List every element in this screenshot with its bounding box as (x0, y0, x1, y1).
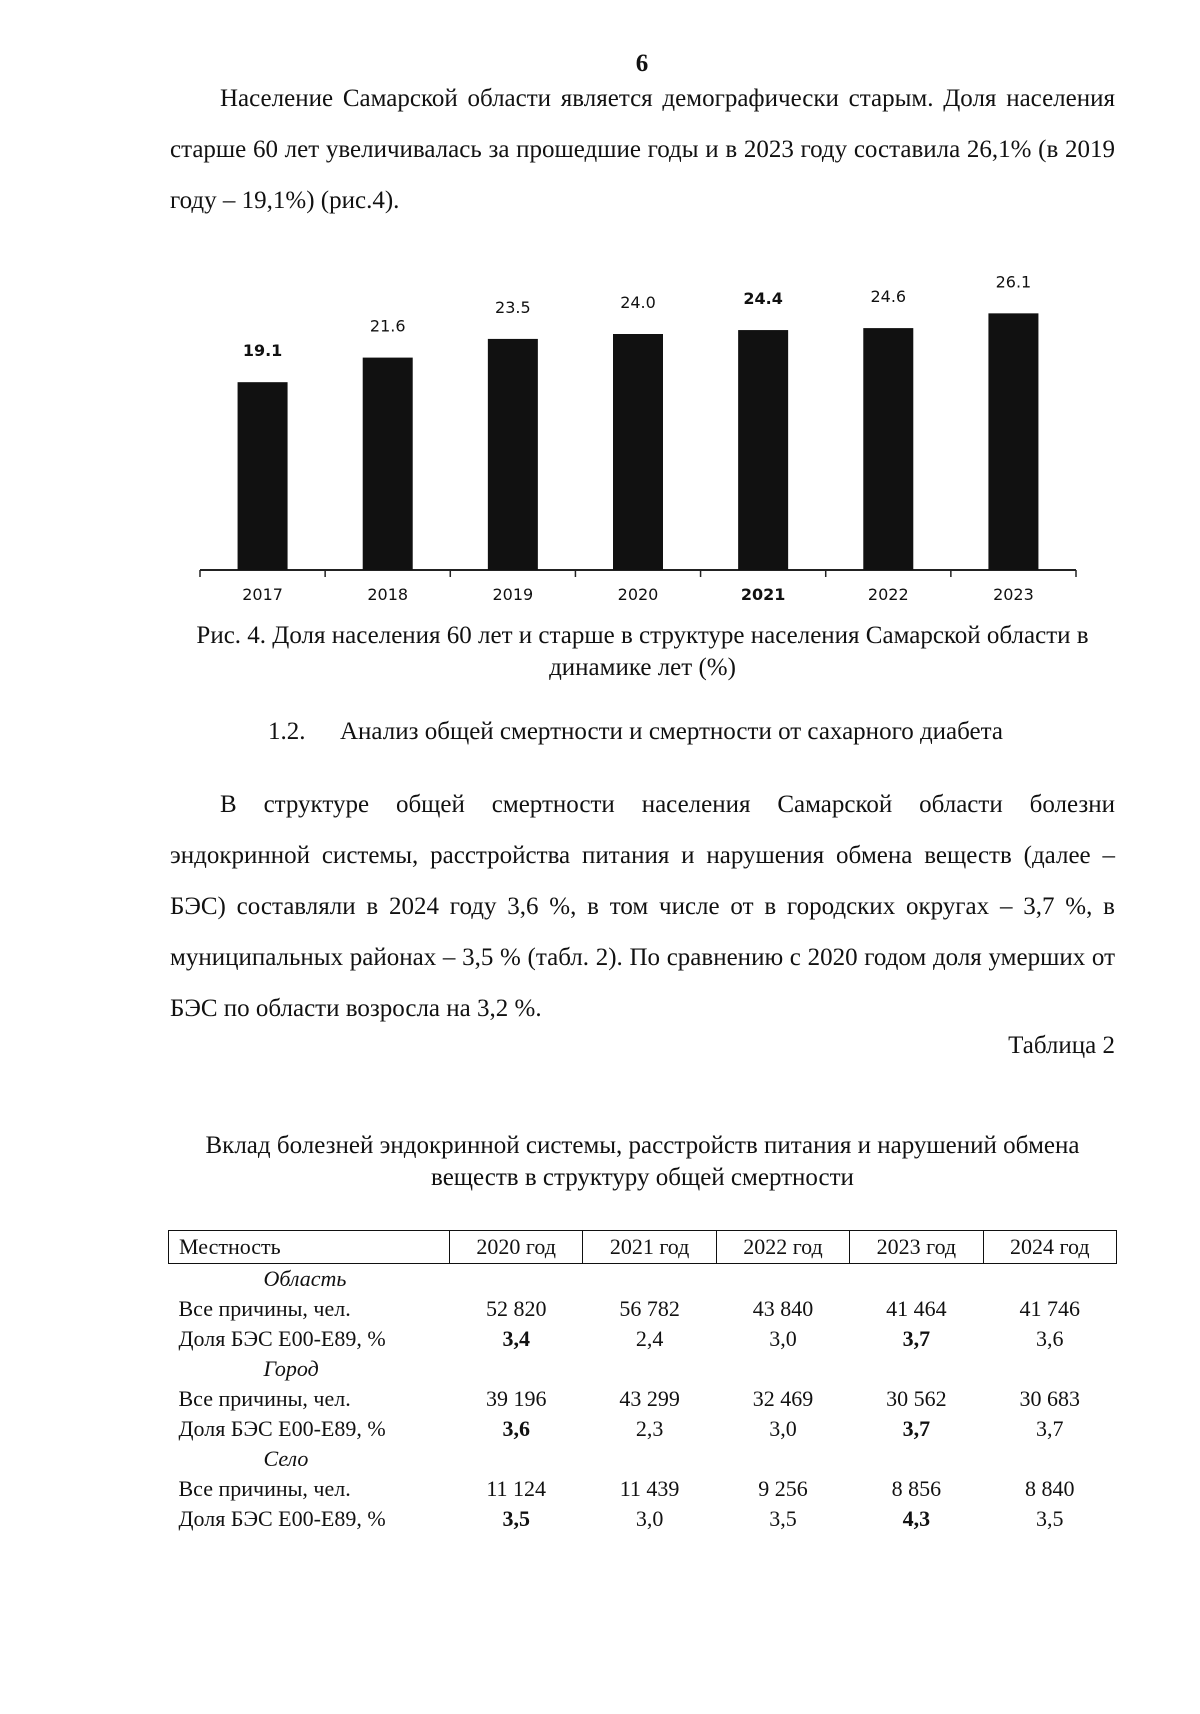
table-row (169, 1384, 1117, 1414)
table-cell: 3,7 (902, 1326, 931, 1351)
table-header-row (169, 1231, 1117, 1264)
mortality-paragraph: В структуре общей смертности населения Самарской области болезни эндокринной системы, расстройства питания и нарушения обмена веществ (далее – БЭС) составляли в 2024 году 3,6 %, в том числе от в городских округах – 3,7 %, в муниципальных районах – 3,5 % (табл. 2). По сравнению с 2020 годом доля умерших от БЭС по области возросла на 3,2 %. (170, 791, 1115, 1022)
table-cell: 3,4 (502, 1326, 530, 1351)
row-label: Доля БЭС Е00-Е89, % (178, 1416, 386, 1441)
table-row (169, 1504, 1117, 1534)
table-cell: 3,6 (502, 1416, 530, 1441)
bar-2017 (238, 382, 288, 570)
table-cell: 41 746 (1019, 1296, 1081, 1321)
table-cell: 30 562 (886, 1386, 947, 1411)
bar-2019 (488, 339, 538, 570)
x-tick-label-2022: 2022 (867, 585, 909, 604)
table-cell: 3,0 (769, 1326, 797, 1351)
header-location: Местность (169, 1231, 450, 1264)
x-tick-label-2020: 2020 (617, 585, 659, 604)
bar-2023 (988, 313, 1038, 570)
table-row (169, 1474, 1117, 1504)
bar-2020 (613, 334, 663, 570)
group-row-region (169, 1264, 1117, 1295)
table-row (169, 1414, 1117, 1444)
data-label-2018: 21.6 (369, 316, 406, 336)
table-cell: 8 856 (891, 1476, 942, 1501)
table-cell: 56 782 (619, 1296, 680, 1321)
group-row-city (169, 1354, 1117, 1384)
row-label: Все причины, чел. (178, 1386, 351, 1411)
page-number: 6 (635, 50, 649, 77)
header-2020: 2020 год (450, 1231, 583, 1264)
row-label: Все причины, чел. (178, 1476, 351, 1501)
table-cell: 8 840 (1025, 1476, 1075, 1501)
figure-caption: Рис. 4. Доля населения 60 лет и старше в структуре населения Самарской области в динамике лет (%) (196, 622, 1089, 681)
row-label: Доля БЭС Е00-Е89, % (178, 1326, 386, 1351)
table-cell: 39 196 (485, 1386, 547, 1411)
bar-2018 (363, 358, 413, 570)
x-tick-label-2023: 2023 (993, 585, 1034, 604)
section-heading (268, 718, 1003, 746)
table-row (169, 1294, 1117, 1324)
bar-2022 (863, 328, 913, 570)
data-label-2021: 24.4 (743, 289, 783, 309)
bar-2021 (738, 330, 788, 570)
row-label: Все причины, чел. (178, 1296, 351, 1321)
table-cell: 11 124 (486, 1476, 547, 1501)
table-cell: 3,0 (635, 1506, 664, 1531)
table-cell: 41 464 (886, 1296, 947, 1321)
table-cell: 2,4 (635, 1326, 664, 1351)
group-label: Село (263, 1446, 309, 1471)
intro-paragraph: Население Самарской области является демографически старым. Доля населения старше 60 лет увеличивалась за прошедшие годы и в 2023 году составила 26,1% (в 2019 году – 19,1%) (рис.4). (170, 85, 1115, 214)
table-cell: 3,6 (1036, 1326, 1064, 1351)
table-cell: 3,7 (1036, 1416, 1064, 1441)
mortality-table (168, 1230, 1117, 1534)
data-label-2019: 23.5 (495, 297, 531, 317)
group-label: Область (263, 1266, 347, 1291)
table-cell: 11 439 (619, 1476, 680, 1501)
x-tick-label-2019: 2019 (492, 585, 534, 604)
section-number: 1.2. (268, 718, 306, 745)
table-cell: 3,5 (769, 1506, 797, 1531)
table-cell: 3,7 (902, 1416, 931, 1441)
header-2024: 2024 год (983, 1231, 1116, 1264)
header-2021: 2021 год (583, 1231, 716, 1264)
x-tick-label-2021: 2021 (740, 585, 786, 604)
table-cell: 52 820 (485, 1296, 547, 1321)
table-title: Вклад болезней эндокринной системы, расстройств питания и нарушений обмена веществ в структуру общей смертности (205, 1132, 1080, 1191)
group-label: Город (263, 1356, 319, 1381)
table-cell: 43 299 (619, 1386, 680, 1411)
table-cell: 9 256 (758, 1476, 808, 1501)
table-cell: 3,5 (1036, 1506, 1064, 1531)
table-cell: 2,3 (635, 1416, 664, 1441)
table-cell: 32 469 (752, 1386, 814, 1411)
header-2023: 2023 год (850, 1231, 983, 1264)
data-label-2020: 24.0 (620, 293, 656, 312)
data-label-2022: 24.6 (870, 287, 907, 307)
header-2022: 2022 год (716, 1231, 849, 1264)
data-label-2023: 26.1 (995, 272, 1032, 292)
table-cell: 30 683 (1019, 1386, 1081, 1411)
row-label: Доля БЭС Е00-Е89, % (178, 1506, 386, 1531)
group-row-village (169, 1444, 1117, 1474)
table-label: Таблица 2 (1008, 1032, 1115, 1059)
bar-chart (180, 255, 1080, 610)
x-tick-label-2018: 2018 (367, 585, 409, 604)
table-cell: 3,0 (769, 1416, 797, 1441)
table-cell: 3,5 (502, 1506, 530, 1531)
data-label-2017: 19.1 (242, 341, 283, 361)
table-cell: 43 840 (752, 1296, 814, 1321)
x-tick-label-2017: 2017 (242, 585, 283, 604)
section-title: Анализ общей смертности и смертности от сахарного диабета (340, 718, 1003, 745)
table-cell: 4,3 (902, 1506, 931, 1531)
table-row (169, 1324, 1117, 1354)
